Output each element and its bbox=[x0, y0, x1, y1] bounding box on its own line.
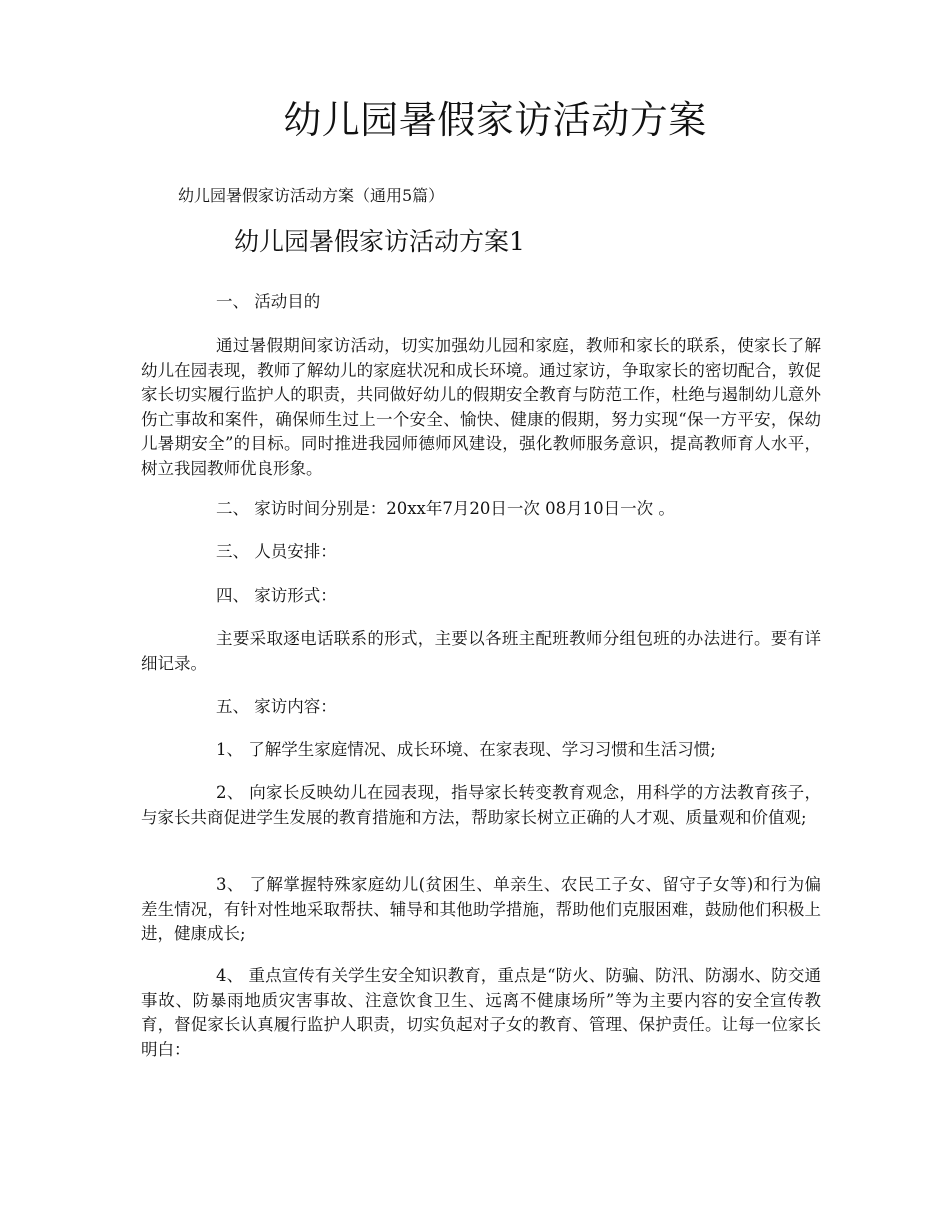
paragraph-visit-form: 主要采取逐电话联系的形式，主要以各班主配班教师分组包班的办法进行。要有详细记录。 bbox=[141, 629, 821, 673]
heading-visit-time: 二、 家访时间分别是：20xx年7月20日一次 08月10日一次 。 bbox=[216, 499, 675, 518]
list-item-4: 4、 重点宣传有关学生安全知识教育，重点是“防火、防骗、防汛、防溺水、防交通事故、防暴雨地质灾害事故、注意饮食卫生、远离不健康场所”等为主要内容的安全宣传教育，督促家长认真履行监护人职责，切实负起对子女的教育、管理、保护责任。让每一位家长明白： bbox=[141, 966, 821, 1059]
list-item-2: 2、 向家长反映幼儿在园表现，指导家长转变教育观念，用科学的方法教育孩子，与家长共商促进学生发展的教育措施和方法，帮助家长树立正确的人才观、质量观和价值观; bbox=[141, 783, 821, 827]
paragraph-purpose: 通过暑假期间家访活动，切实加强幼儿园和家庭，教师和家长的联系，使家长了解幼儿在园表现，教师了解幼儿的家庭状况和成长环境。通过家访，争取家长的密切配合，敦促家长切实履行监护人的职责，共同做好幼儿的假期安全教育与防范工作，杜绝与遏制幼儿意外伤亡事故和案件，确保师生过上一个安全、愉快、健康的假期，努力实现“保一方平安，保幼儿暑期安全”的目标。同时推进我园师德师风建设，强化教师服务意识，提高教师育人水平，树立我园教师优良形象。 bbox=[141, 336, 821, 478]
section-title: 幼儿园暑假家访活动方案1 bbox=[234, 227, 525, 256]
heading-visit-content: 五、 家访内容： bbox=[216, 697, 337, 716]
list-item-3: 3、 了解掌握特殊家庭幼儿(贫困生、单亲生、农民工子女、留守子女等)和行为偏差生情况，有针对性地采取帮扶、辅导和其他助学措施，帮助他们克服困难，鼓励他们积极上进，健康成长; bbox=[141, 875, 821, 943]
list-item-1: 1、 了解学生家庭情况、成长环境、在家表现、学习习惯和生活习惯; bbox=[216, 740, 716, 759]
document-subtitle: 幼儿园暑假家访活动方案（通用5篇） bbox=[178, 186, 445, 205]
document-title: 幼儿园暑假家访活动方案 bbox=[283, 98, 707, 142]
heading-staffing: 三、 人员安排： bbox=[216, 542, 337, 561]
heading-visit-form: 四、 家访形式： bbox=[216, 586, 337, 605]
heading-purpose: 一、 活动目的 bbox=[216, 292, 321, 311]
